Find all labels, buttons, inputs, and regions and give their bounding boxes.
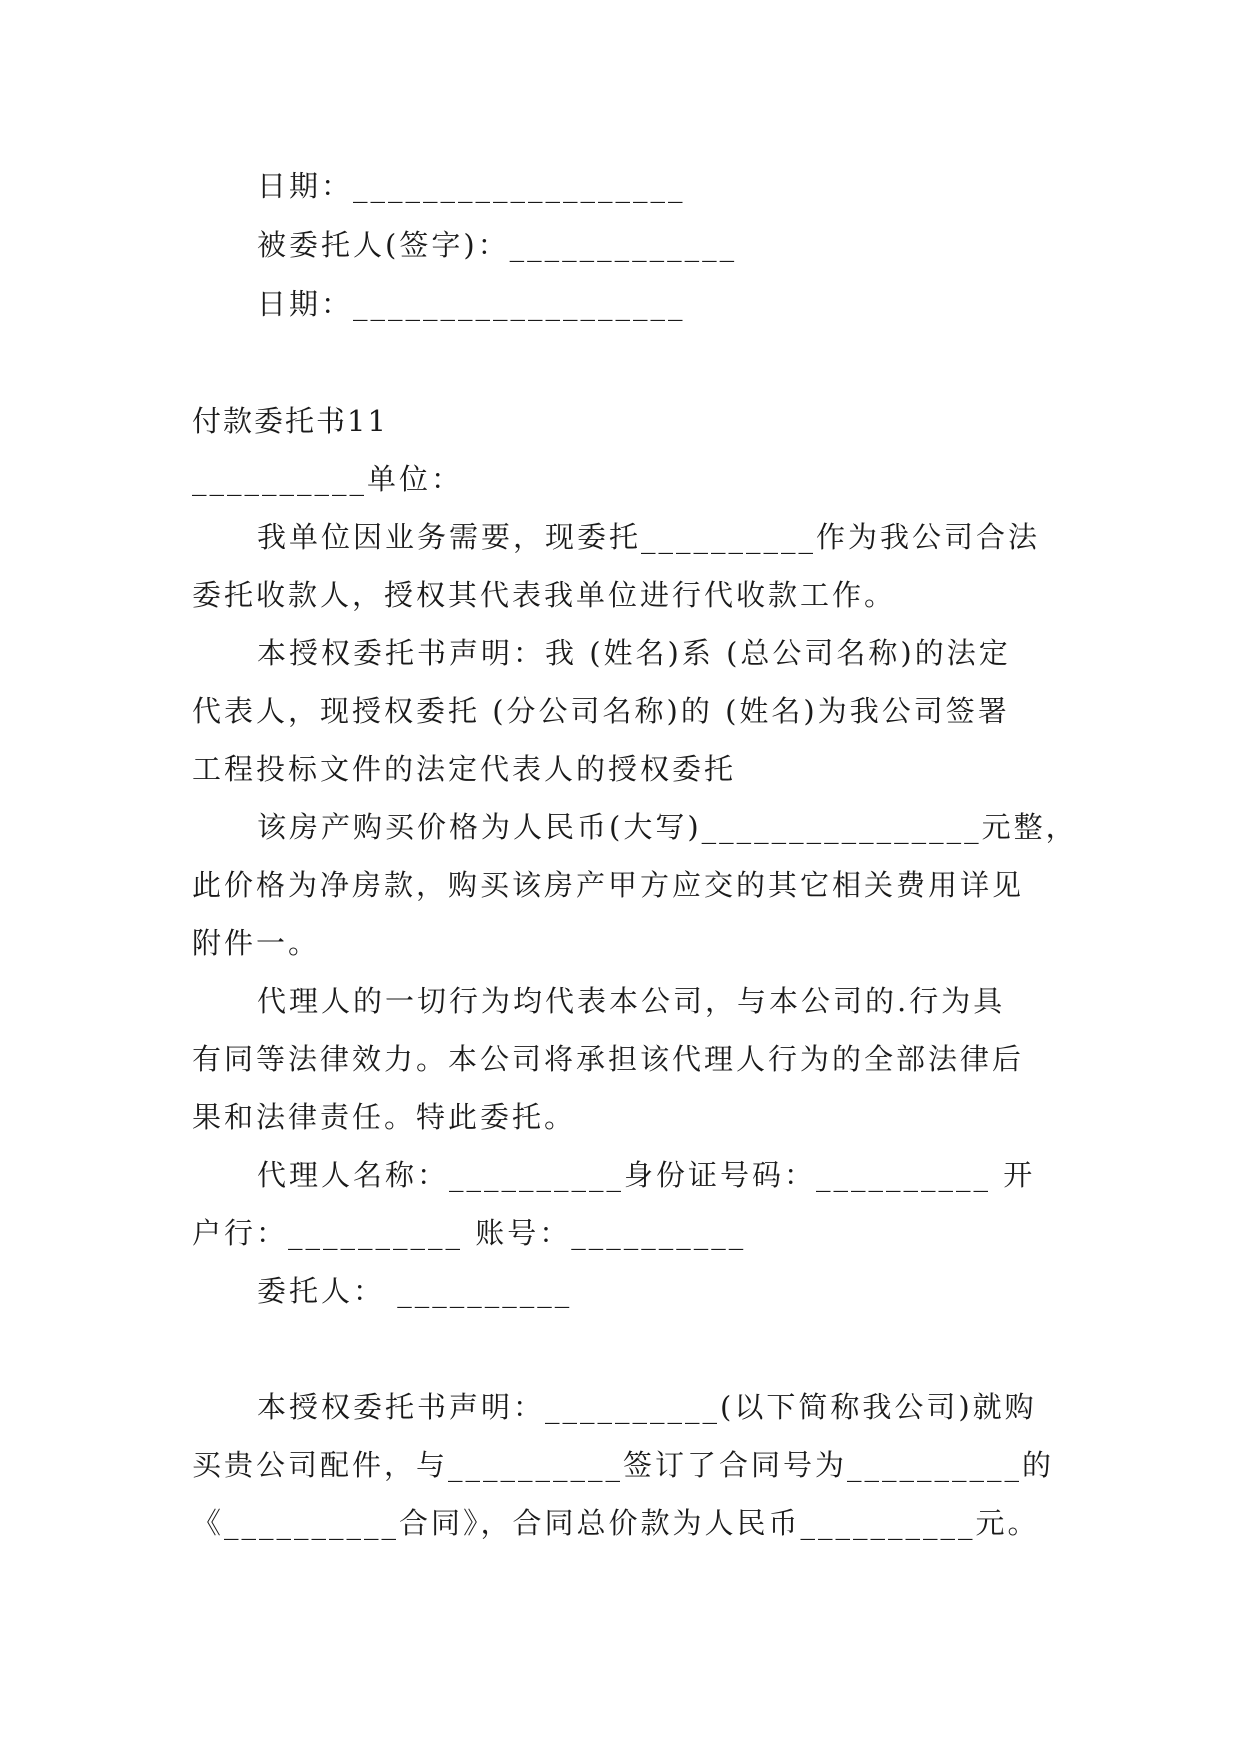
- text-line: 日期：___________________: [257, 169, 686, 203]
- text-line: 代表人，现授权委托 (分公司名称)的 (姓名)为我公司签署: [192, 694, 1010, 728]
- text-line: 日期：___________________: [257, 287, 686, 321]
- text-line: 此价格为净房款，购买该房产甲方应交的其它相关费用详见: [192, 868, 1025, 902]
- text-line: 代理人名称：__________身份证号码：__________ 开: [257, 1158, 1036, 1192]
- text-line: 本授权委托书声明：__________(以下简称我公司)就购: [257, 1390, 1037, 1424]
- text-line: 工程投标文件的法定代表人的授权委托: [192, 752, 737, 786]
- text-line: 有同等法律效力。本公司将承担该代理人行为的全部法律后: [192, 1042, 1025, 1076]
- section-title: 付款委托书11: [192, 404, 388, 438]
- text-line: 附件一。: [192, 926, 321, 960]
- text-line: 被委托人(签字)：_____________: [257, 228, 738, 262]
- text-line: __________单位：: [192, 462, 464, 496]
- text-line: 本授权委托书声明：我 (姓名)系 (总公司名称)的法定: [257, 636, 1011, 670]
- text-line: 该房产购买价格为人民币(大写)________________元整，: [257, 810, 1078, 844]
- text-line: 买贵公司配件，与__________签订了合同号为__________的: [192, 1448, 1055, 1482]
- text-line: 《__________合同》，合同总价款为人民币__________元。: [192, 1506, 1040, 1540]
- text-line: 委托收款人，授权其代表我单位进行代收款工作。: [192, 578, 897, 612]
- text-line: 代理人的一切行为均代表本公司，与本公司的.行为具: [257, 984, 1006, 1018]
- text-line: 果和法律责任。特此委托。: [192, 1100, 577, 1134]
- text-line: 我单位因业务需要，现委托__________作为我公司合法: [257, 520, 1041, 554]
- text-line: 委托人： __________: [257, 1274, 573, 1308]
- text-line: 户行：__________ 账号：__________: [192, 1216, 747, 1250]
